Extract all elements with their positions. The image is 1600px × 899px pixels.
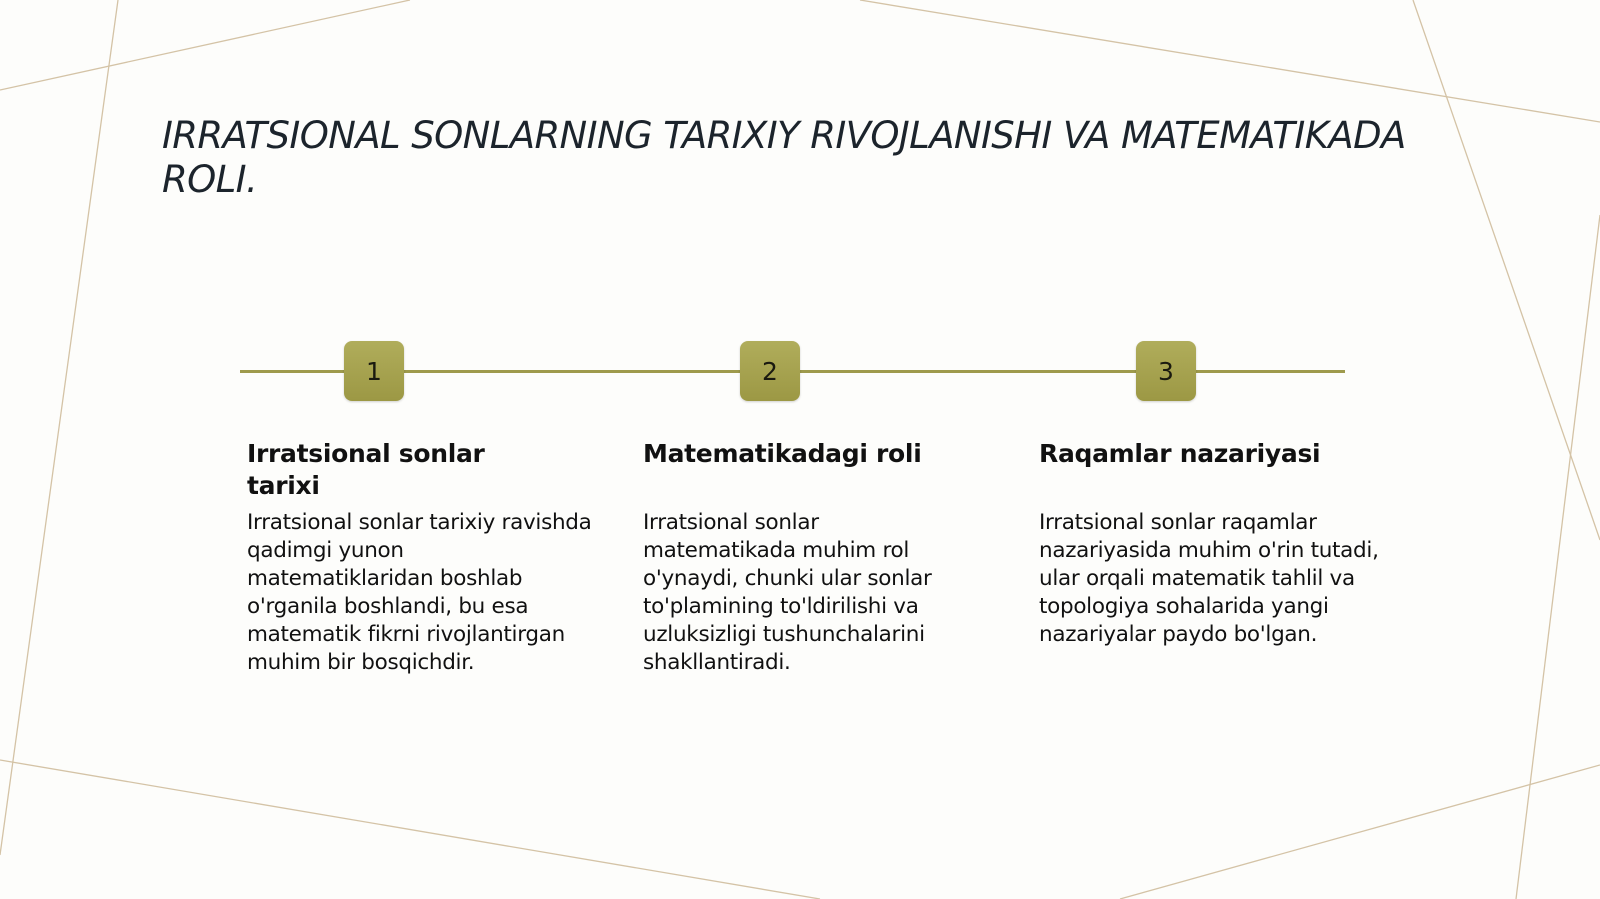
step-2-marker: 2 — [740, 341, 800, 401]
slide-title: IRRATSIONAL SONLARNING TARIXIY RIVOJLANISHI VA MATEMATIKADA ROLI. — [162, 114, 1406, 201]
step-1-heading: Irratsional sonlar tarixi — [247, 439, 485, 500]
step-3-description: Irratsional sonlar raqamlar nazariyasida muhim o'rin tutadi, ular orqali matematik tahlil va topologiya sohalarida yangi nazariyalar paydo bo'lgan. — [1039, 510, 1379, 647]
step-2-description: Irratsional sonlar matematikada muhim rol o'ynaydi, chunki ular sonlar to'plamining to'ldirilishi va uzluksizligi tushunchalarini shakllantiradi. — [643, 510, 932, 675]
step-3-heading: Raqamlar nazariyasi — [1039, 439, 1321, 468]
step-1-description: Irratsional sonlar tarixiy ravishda qadimgi yunon matematiklaridan boshlab o'rganila boshlandi, bu esa matematik fikrni rivojlantirgan muhim bir bosqichdir. — [247, 510, 592, 675]
step-3-marker: 3 — [1136, 341, 1196, 401]
step-2-heading: Matematikadagi roli — [643, 439, 922, 468]
step-1-marker: 1 — [344, 341, 404, 401]
